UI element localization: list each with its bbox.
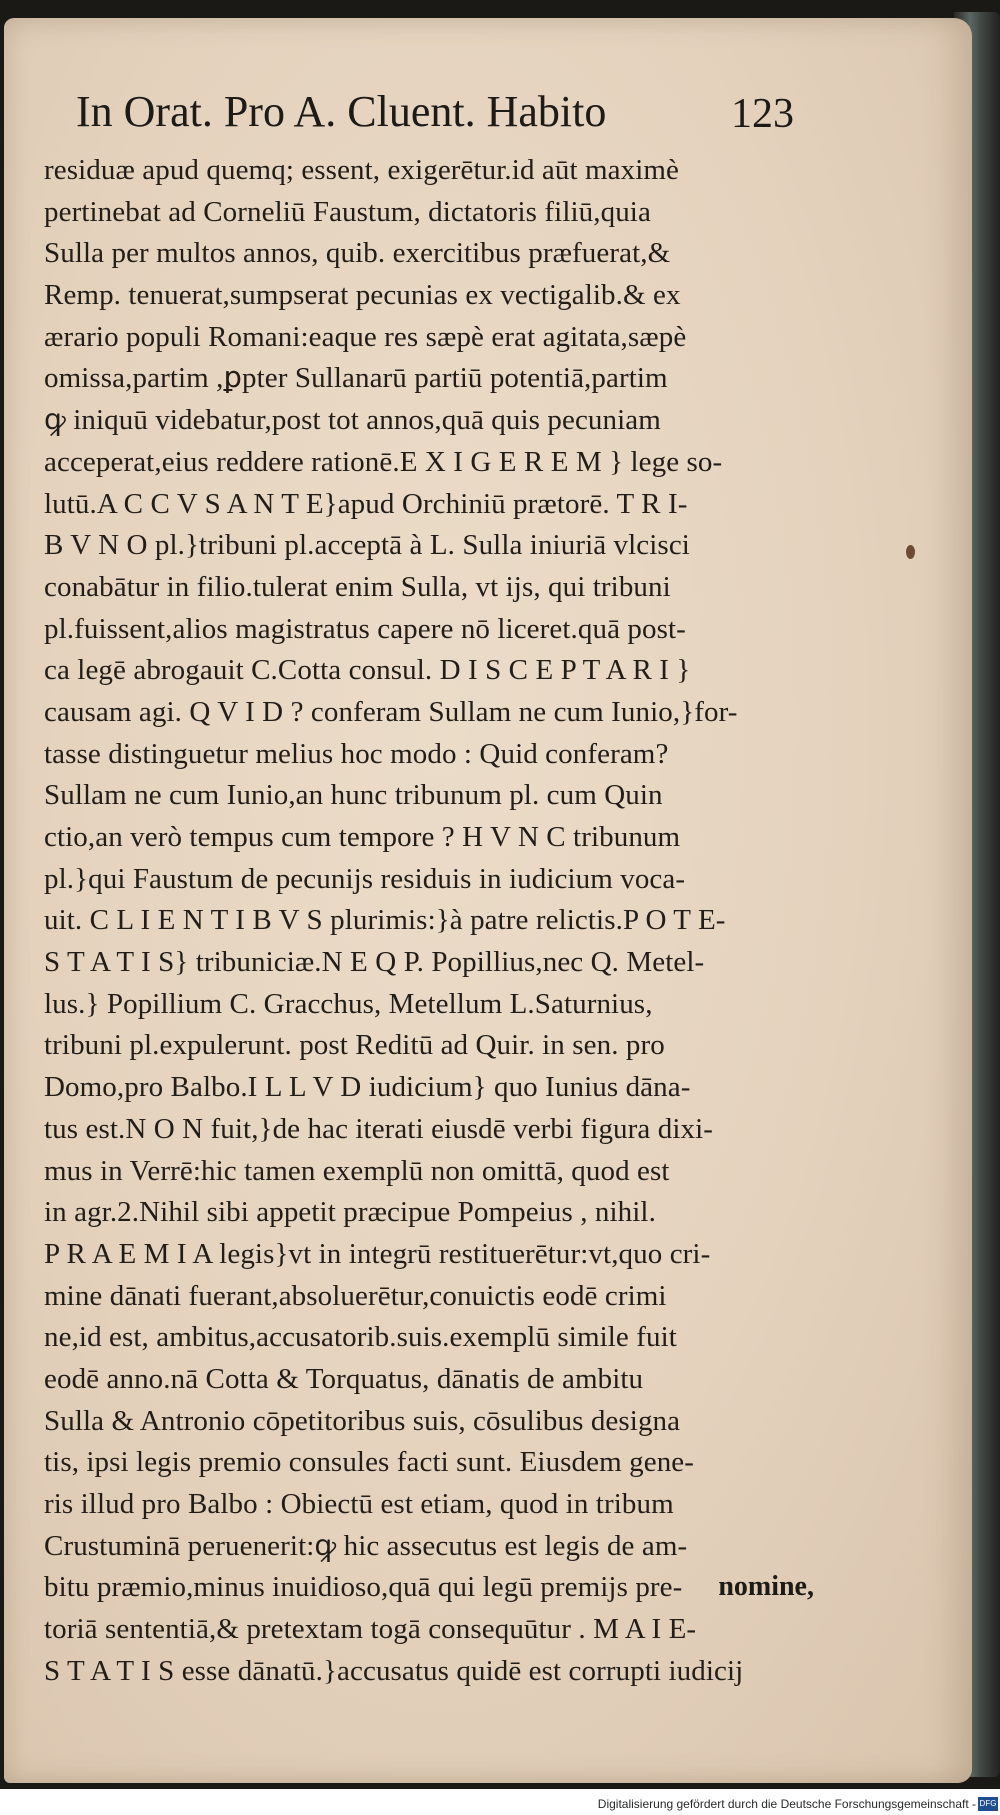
book-page xyxy=(4,18,972,1783)
text-line: mine dānati fuerant,absoluerētur,conuictis eodē crimi xyxy=(44,1279,667,1312)
text-line: lus.} Popillium C. Gracchus, Metellum L.Saturnius, xyxy=(44,987,653,1020)
text-block xyxy=(44,150,824,1692)
text-line: in agr.2.Nihil sibi appetit præcipue Pompeius , nihil. xyxy=(44,1196,656,1229)
text-line: Sullam ne cum Iunio,an hunc tribunum pl. cum Quin xyxy=(44,779,663,812)
text-line: P R A E M I A legis}vt in integrū restituerētur:vt,quo cri- xyxy=(44,1237,711,1270)
running-head: In Orat. Pro A. Cluent. Habito xyxy=(76,87,607,136)
text-line: Sulla & Antronio cōpetitoribus suis, cōsulibus designa xyxy=(44,1404,681,1437)
text-line: tribuni pl.expulerunt. post Reditū ad Quir. in sen. pro xyxy=(44,1029,665,1062)
text-line: bitu præmio,minus inuidioso,quā qui legū premijs pre- xyxy=(44,1571,683,1604)
text-line: S T A T I S} tribuniciæ.N E Q P. Popillius,nec Q. Metel- xyxy=(44,946,705,979)
text-line: omissa,partim ,ꝑpter Sullanarū partiū potentiā,partim xyxy=(44,362,668,395)
text-line: uit. C L I E N T I B V S plurimis:}à patre relictis.P O T E- xyxy=(44,904,726,937)
text-line: Crustuminā peruenerit:ꝙ hic assecutus est legis de am- xyxy=(44,1529,688,1562)
text-line: conabātur in filio.tulerat enim Sulla, vt ijs, qui tribuni xyxy=(44,570,671,603)
text-line: ris illud pro Balbo : Obiectū est etiam, quod in tribum xyxy=(44,1488,674,1520)
text-line: tasse distinguetur melius hoc modo : Quid conferam? xyxy=(44,737,669,770)
text-line: toriā sententiā,& pretextam togā consequūtur . M A I E- xyxy=(44,1613,697,1646)
footer-credit: Digitalisierung gefördert durch die Deutsche Forschungsgemeinschaft - xyxy=(597,1797,976,1811)
text-line: ꝙ iniquū videbatur,post tot annos,quā quis pecuniam xyxy=(44,404,661,437)
text-line: S T A T I S esse dānatū.}accusatus quidē est corrupti iudicij xyxy=(44,1654,744,1687)
text-line: pl.}qui Faustum de pecunijs residuis in iudicium voca- xyxy=(44,862,686,895)
text-line: B V N O pl.}tribuni pl.acceptā à L. Sulla iniuriā vlcisci xyxy=(44,529,690,562)
text-line: ne,id est, ambitus,accusatorib.suis.exemplū simile fuit xyxy=(44,1321,677,1354)
catchword: nomine, xyxy=(718,1571,814,1602)
page-number: 123 xyxy=(731,91,794,137)
text-line: ca legē abrogauit C.Cotta consul. D I S C E P T A R I } xyxy=(44,654,691,687)
text-line: eodē anno.nā Cotta & Torquatus, dānatis de ambitu xyxy=(44,1362,644,1395)
text-line: pertinebat ad Corneliū Faustum, dictatoris filiū,quia xyxy=(44,195,651,228)
text-line: mus in Verrē:hic tamen exemplū non omittā, quod est xyxy=(44,1154,670,1187)
text-line: residuæ apud quemq; essent, exigerētur.id aūt maximè xyxy=(44,154,679,186)
text-line: ærario populi Romani:eaque res sæpè erat agitata,sæpè xyxy=(44,320,687,353)
footer-bar xyxy=(0,1789,1000,1815)
ink-spot xyxy=(906,545,915,559)
dfg-logo: DFG xyxy=(978,1797,998,1811)
text-line: ctio,an verò tempus cum tempore ? H V N C tribunum xyxy=(44,821,681,853)
text-line: tis, ipsi legis premio consules facti sunt. Eiusdem gene- xyxy=(44,1446,695,1479)
text-line: causam agi. Q V I D ? conferam Sullam ne cum Iunio,}for- xyxy=(44,695,738,728)
text-line: Domo,pro Balbo.I L L V D iudicium} quo Iunius dāna- xyxy=(44,1071,691,1104)
text-line: tus est.N O N fuit,}de hac iterati eiusdē verbi figura dixi- xyxy=(44,1112,714,1145)
text-line: acceperat,eius reddere rationē.E X I G E R E M } lege so- xyxy=(44,445,723,478)
text-line: pl.fuissent,alios magistratus capere nō liceret.quā post- xyxy=(44,612,686,645)
text-line: Remp. tenuerat,sumpserat pecunias ex vectigalib.& ex xyxy=(44,279,681,312)
text-line: Sulla per multos annos, quib. exercitibus præfuerat,& xyxy=(44,237,671,270)
text-line: lutū.A C C V S A N T E}apud Orchiniū prætorē. T R I- xyxy=(44,487,688,520)
